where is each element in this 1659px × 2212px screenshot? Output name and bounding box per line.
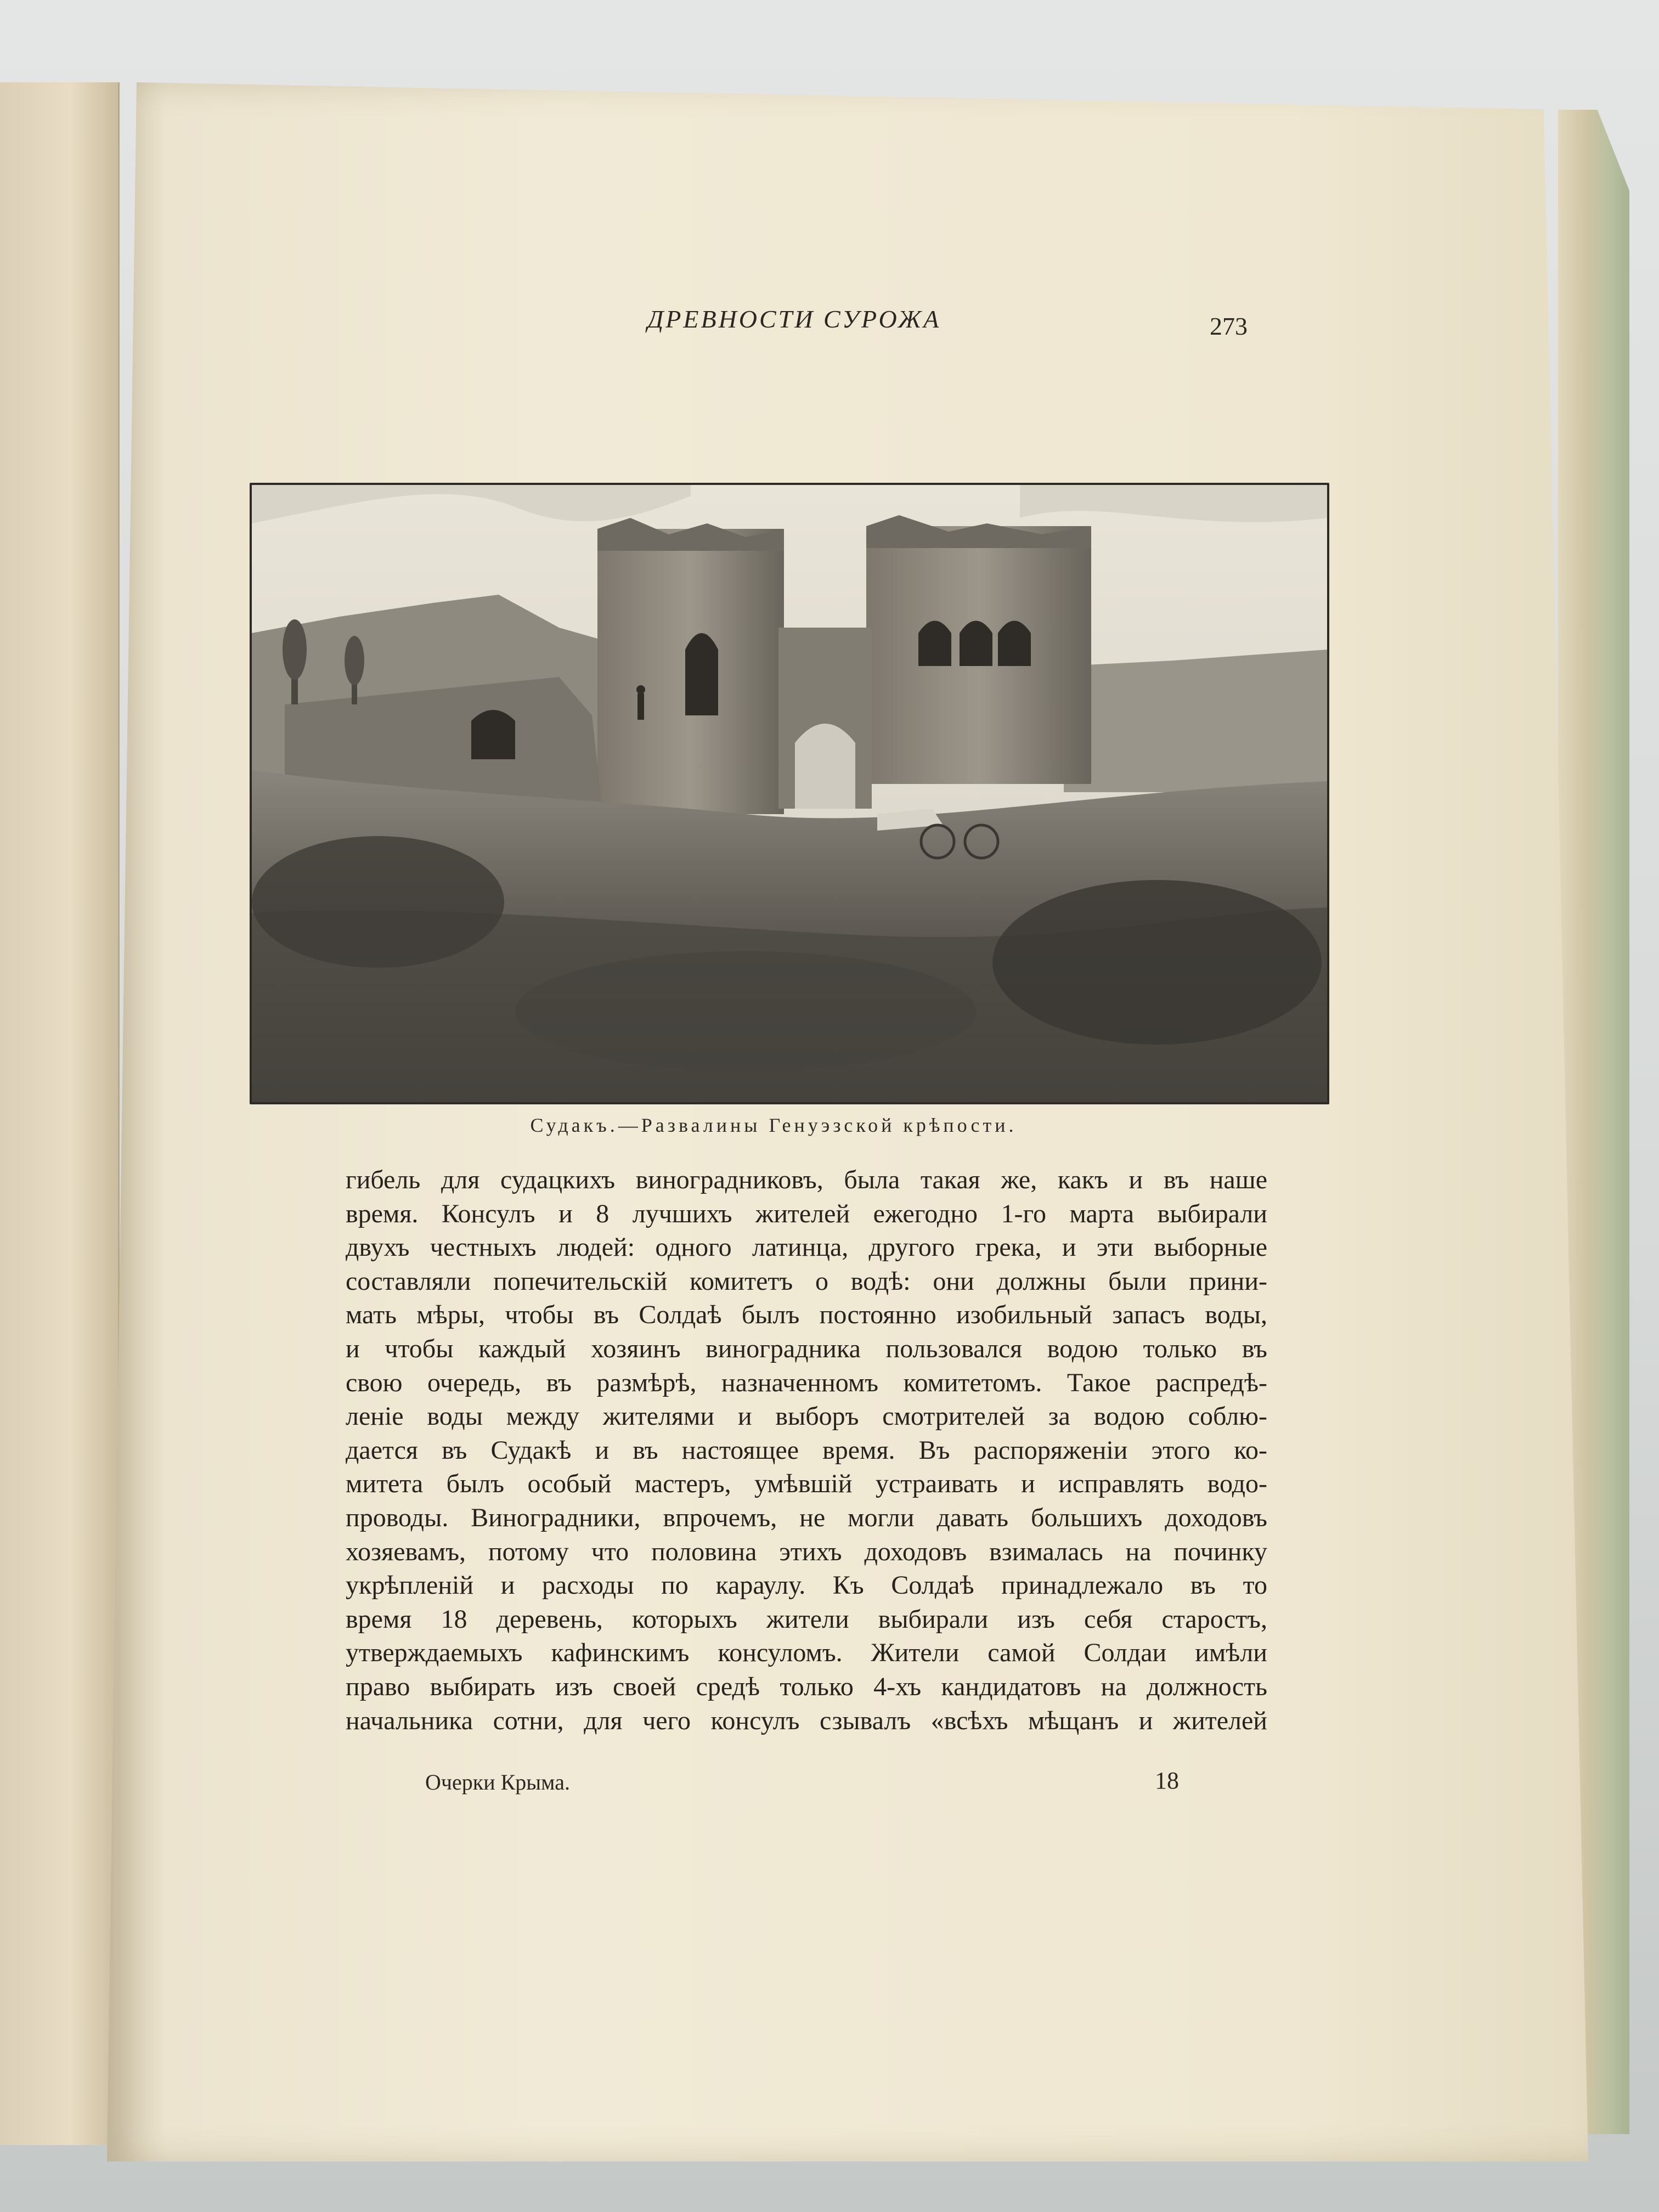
text-line: свою очередь, въ размѣрѣ, назначенномъ комитетомъ. Такое распредѣ- <box>346 1368 1267 1397</box>
text-line: начальника сотни, для чего консулъ сзывалъ «всѣхъ мѣщанъ и жителей <box>346 1706 1267 1735</box>
text-line: составляли попечительскій комитетъ о водѣ: они должны были прини- <box>346 1266 1267 1296</box>
text-line: укрѣпленій и расходы по караулу. Къ Солдаѣ принадлежало въ то <box>346 1571 1267 1600</box>
body-text <box>346 1163 1267 1737</box>
text-line: леніе воды между жителями и выборъ смотрителей за водою соблю- <box>346 1402 1267 1431</box>
running-head: ДРЕВНОСТИ СУРОЖА <box>647 305 941 333</box>
left-page-edge <box>0 82 120 2145</box>
text-line: время 18 деревень, которыхъ жители выбирали изъ себя старостъ, <box>346 1604 1267 1634</box>
text-line: и чтобы каждый хозяинъ виноградника пользовался водою только въ <box>346 1334 1267 1363</box>
fortress-ruins-image <box>252 485 1327 1102</box>
text-line: митета былъ особый мастеръ, умѣвшій устраивать и исправлять водо- <box>346 1469 1267 1499</box>
text-line: хозяевамъ, потому что половина этихъ доходовъ взималась на починку <box>346 1537 1267 1566</box>
footer-book-title: Очерки Крыма. <box>425 1770 570 1795</box>
text-line: время. Консулъ и 8 лучшихъ жителей ежегодно 1-го марта выбирали <box>346 1199 1267 1228</box>
illustration-plate <box>250 483 1329 1104</box>
text-line: гибель для судацкихъ виноградниковъ, была такая же, какъ и въ наше <box>346 1165 1267 1194</box>
text-line: право выбирать изъ своей средѣ только 4-хъ кандидатовъ на должность <box>346 1672 1267 1701</box>
illustration-caption: Судакъ.—Развалины Генуэзской крѣпости. <box>530 1114 1017 1136</box>
page-number: 273 <box>1210 312 1248 340</box>
text-line: утверждаемыхъ кафинскимъ консуломъ. Жители самой Солдаи имѣли <box>346 1638 1267 1668</box>
text-line: дается въ Судакѣ и въ настоящее время. Въ распоряженіи этого ко- <box>346 1435 1267 1465</box>
text-line: проводы. Виноградники, впрочемъ, не могли давать большихъ доходовъ <box>346 1503 1267 1532</box>
signature-mark: 18 <box>1155 1767 1179 1794</box>
text-line: двухъ честныхъ людей: одного латинца, другого грека, и эти выборные <box>346 1233 1267 1262</box>
text-line: мать мѣры, чтобы въ Солдаѣ былъ постоянно изобильный запасъ воды, <box>346 1300 1267 1330</box>
